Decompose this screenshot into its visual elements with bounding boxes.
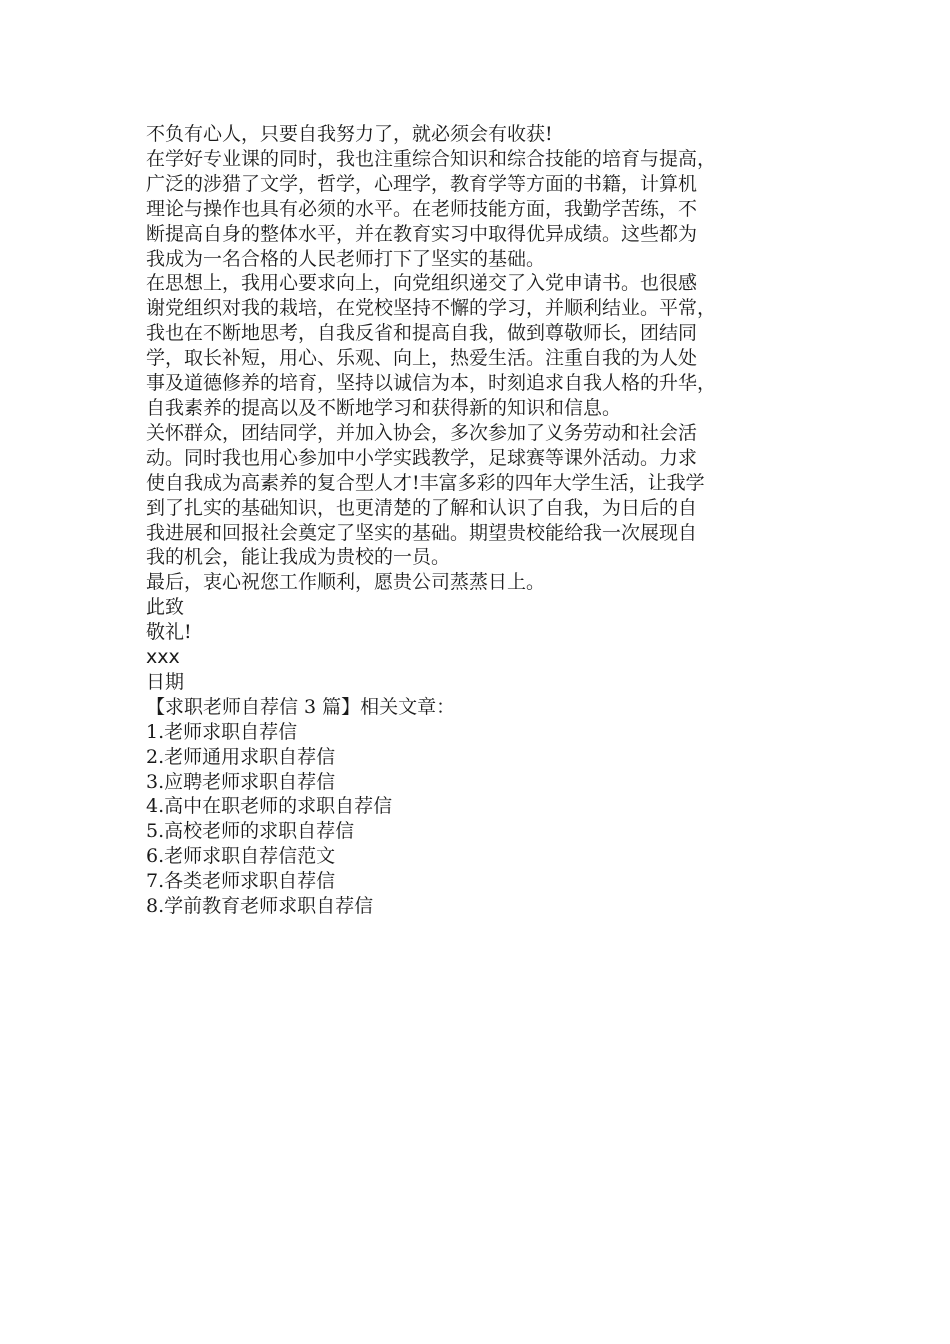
related-article-link[interactable]: 2.老师通用求职自荐信 bbox=[146, 745, 336, 768]
text-line: 在思想上，我用心要求向上，向党组织递交了入党申请书。也很感 bbox=[146, 272, 698, 295]
text-line: 关怀群众，团结同学，并加入协会，多次参加了义务劳动和社会活 bbox=[146, 421, 698, 444]
text-line: 使自我成为高素养的复合型人才!丰富多彩的四年大学生活，让我学 bbox=[146, 471, 705, 494]
related-article-link[interactable]: 7.各类老师求职自荐信 bbox=[146, 870, 336, 893]
text-line: 我进展和回报社会奠定了坚实的基础。期望贵校能给我一次展现自 bbox=[146, 521, 698, 544]
date-line: 日期 bbox=[146, 670, 185, 693]
text-line: 我也在不断地思考，自我反省和提高自我，做到尊敬师长，团结同 bbox=[146, 322, 698, 345]
closing-line: 最后，衷心祝您工作顺利，愿贵公司蒸蒸日上。 bbox=[146, 571, 546, 594]
text-line: 自我素养的提高以及不断地学习和获得新的知识和信息。 bbox=[146, 396, 622, 419]
related-article-link[interactable]: 1.老师求职自荐信 bbox=[146, 720, 298, 743]
related-article-link[interactable]: 3.应聘老师求职自荐信 bbox=[146, 770, 336, 793]
text-line: 学，取长补短，用心、乐观、向上，热爱生活。注重自我的为人处 bbox=[146, 347, 698, 370]
related-article-link[interactable]: 6.老师求职自荐信范文 bbox=[146, 845, 336, 868]
signature-line: xxx bbox=[146, 646, 180, 669]
text-line: 我的机会，能让我成为贵校的一员。 bbox=[146, 546, 451, 569]
text-line: 谢党组织对我的栽培，在党校坚持不懈的学习，并顺利结业。平常， bbox=[146, 297, 717, 320]
text-line: 断提高自身的整体水平，并在教育实习中取得优异成绩。这些都为 bbox=[146, 222, 698, 245]
text-line: 在学好专业课的同时，我也注重综合知识和综合技能的培育与提高， bbox=[146, 147, 717, 170]
text-line: 到了扎实的基础知识，也更清楚的了解和认识了自我，为日后的自 bbox=[146, 496, 698, 519]
text-line: 广泛的涉猎了文学，哲学，心理学，教育学等方面的书籍，计算机 bbox=[146, 172, 698, 195]
related-article-link[interactable]: 8.学前教育老师求职自荐信 bbox=[146, 895, 374, 918]
text-line: 动。同时我也用心参加中小学实践教学，足球赛等课外活动。力求 bbox=[146, 446, 698, 469]
salutation-line: 敬礼! bbox=[146, 621, 192, 644]
related-article-link[interactable]: 5.高校老师的求职自荐信 bbox=[146, 820, 355, 843]
related-article-link[interactable]: 4.高中在职老师的求职自荐信 bbox=[146, 795, 393, 818]
text-line: 事及道德修养的培育，坚持以诚信为本，时刻追求自我人格的升华， bbox=[146, 372, 717, 395]
related-articles-heading: 【求职老师自荐信 3 篇】相关文章： bbox=[146, 695, 456, 718]
text-line: 理论与操作也具有必须的水平。在老师技能方面，我勤学苦练，不 bbox=[146, 197, 698, 220]
text-line: 不负有心人，只要自我努力了，就必须会有收获! bbox=[146, 123, 553, 145]
text-line: 我成为一名合格的人民老师打下了坚实的基础。 bbox=[146, 247, 546, 270]
salutation-line: 此致 bbox=[146, 596, 185, 619]
document-body bbox=[146, 122, 826, 919]
